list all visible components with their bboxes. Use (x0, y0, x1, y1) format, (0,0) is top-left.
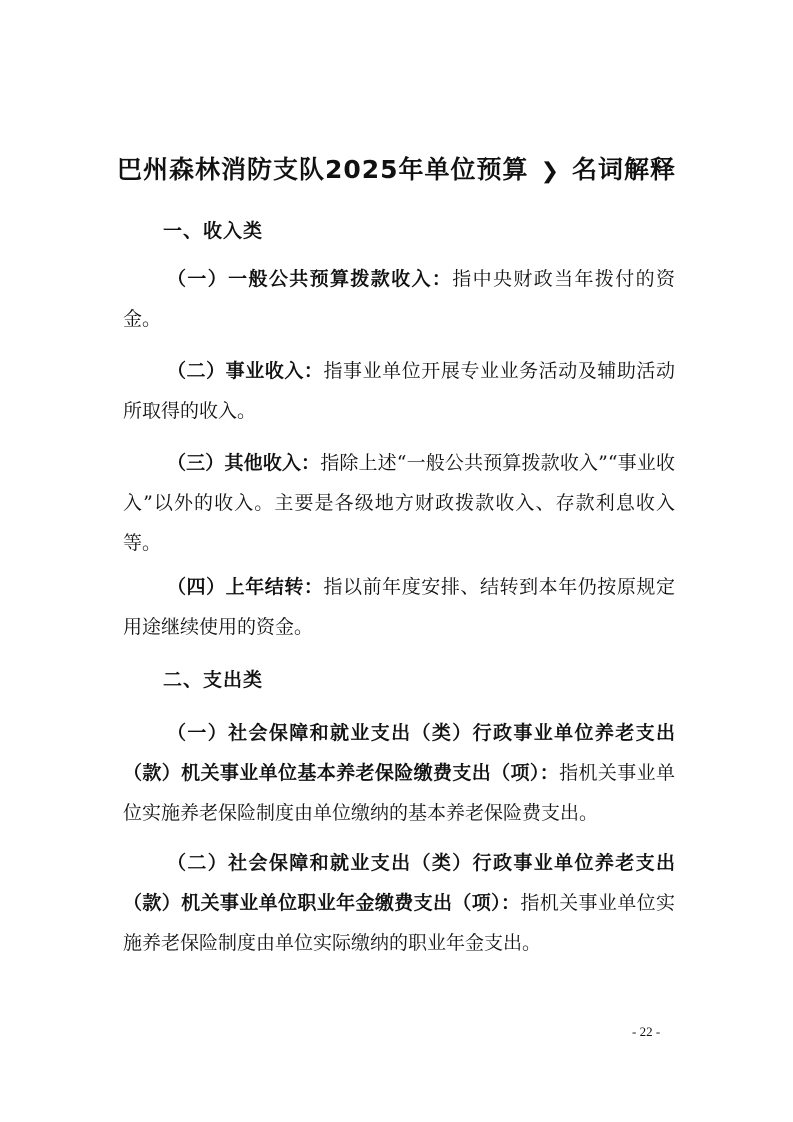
term-definition: 指中央财政当年拨付的资金。 (123, 268, 675, 330)
term-definition: 指事业单位开展专业业务活动及辅助活动 所取得的收入。 (123, 360, 675, 422)
chevron-right-icon: ❯ (540, 159, 560, 184)
expense-item-1 (123, 713, 675, 833)
term-definition: 指机关事业单位实施养老保险制度由单位实际缴纳的职业年金支出。 (123, 892, 675, 954)
title-sub: 名词解释 (572, 155, 677, 184)
title-main: 巴州森林消防支队2025年单位预算 (116, 155, 529, 184)
page-number: - 22 - (632, 1024, 661, 1039)
term-label: （二）社会保障和就业支出（类）行政事业单位养老支出（款）机关事业单位职业年金缴费支出（项）： (123, 852, 675, 914)
term-definition: 指除上述“一般公共预算拨款收入”“事业收入”以外的收入。主要是各级地方财政拨款收入、存款利息收入等。 (123, 452, 675, 554)
page-title (0, 150, 793, 186)
term-definition: 指机关事业单位实施养老保险制度由单位缴纳的基本养老保险费支出。 (123, 762, 675, 824)
expense-item-2 (123, 843, 675, 963)
term-label: （一）一般公共预算拨款收入： (167, 268, 453, 290)
income-item-2 (123, 351, 675, 431)
income-item-1 (123, 259, 675, 339)
term-label: （二）事业收入： (167, 360, 324, 382)
term-definition: 指以前年度安排、结转到本年仍按原规定用途继续使用的资金。 (123, 576, 675, 638)
term-label: （三）其他收入： (167, 452, 321, 474)
income-item-3 (123, 443, 675, 563)
term-label: （一）社会保障和就业支出（类）行政事业单位养老支出（款）机关事业单位基本养老保险缴费支出（项）： (123, 722, 675, 784)
term-label: （四）上年结转： (167, 576, 324, 598)
section-heading-expense: 二、支出类 (163, 669, 264, 691)
income-item-4 (123, 567, 675, 647)
section-heading-income: 一、收入类 (163, 220, 264, 242)
